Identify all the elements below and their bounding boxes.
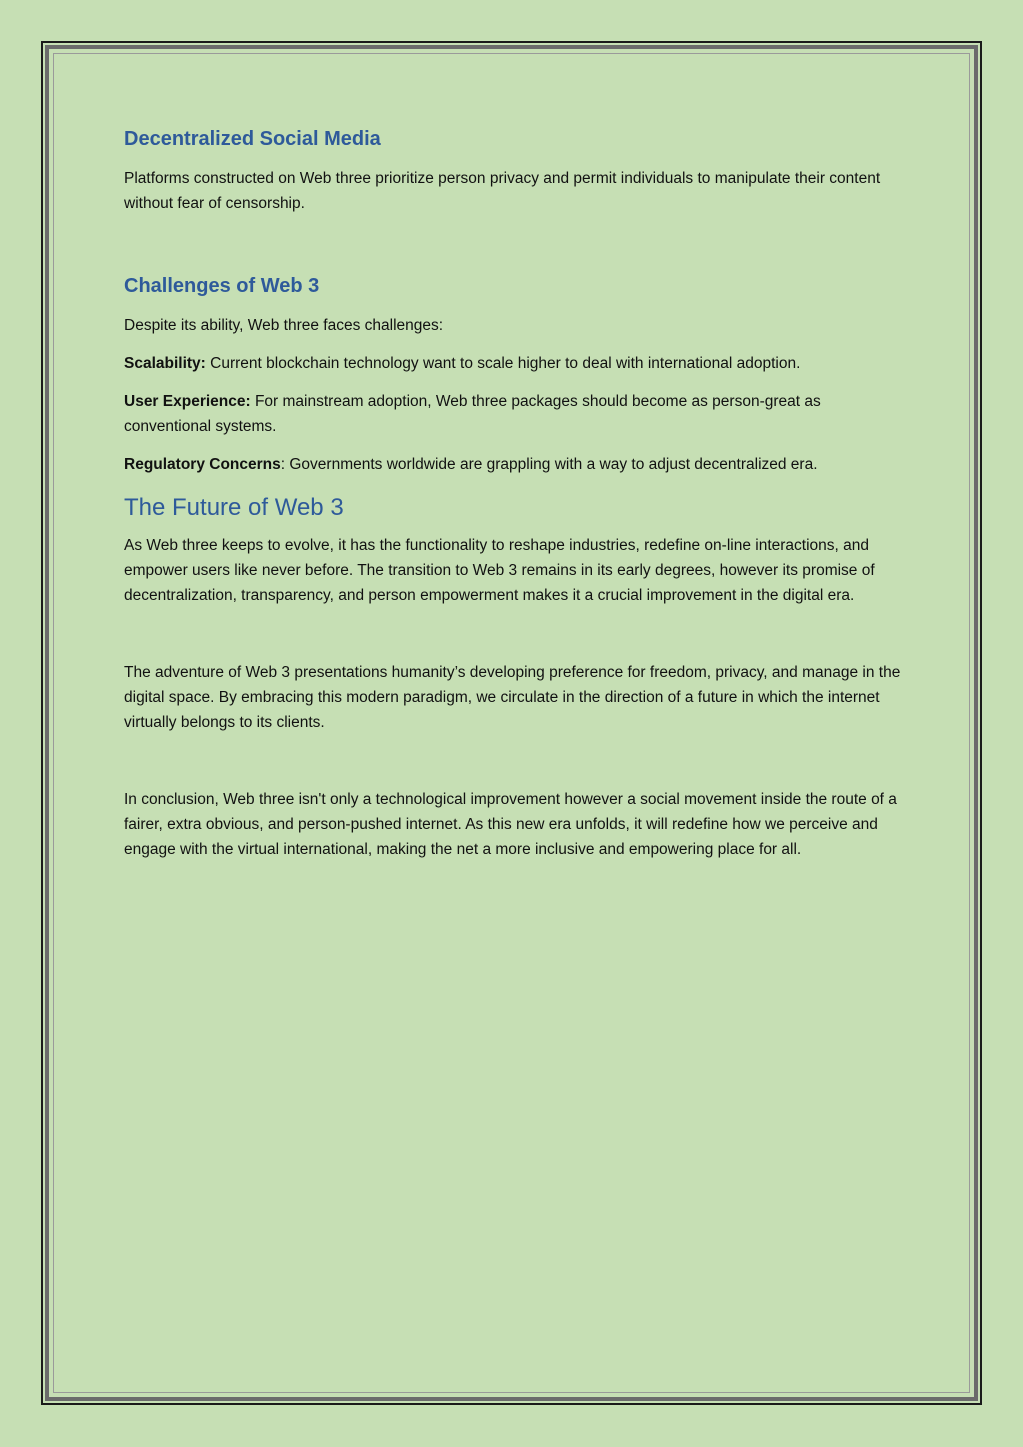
challenge-text: : Governments worldwide are grappling with a way to adjust decentralized era. xyxy=(280,456,818,473)
spacer xyxy=(124,477,904,491)
heading-decentralized-social-media: Decentralized Social Media xyxy=(124,128,381,150)
spacer xyxy=(124,735,904,787)
heading-future-of-web3: The Future of Web 3 xyxy=(124,494,344,521)
paragraph-future-2: The adventure of Web 3 presentations humanity’s developing preference for freedom, privacy, and manage in the digital space. By embracing this modern paradigm, we circulate in the direction of a future in which the internet virtually belongs to its clients. xyxy=(124,664,901,731)
document-body xyxy=(124,124,904,862)
spacer xyxy=(124,439,904,452)
spacer xyxy=(124,608,904,660)
challenge-term: Regulatory Concerns xyxy=(124,456,281,473)
spacer xyxy=(124,376,904,389)
paragraph-conclusion: In conclusion, Web three isn't only a technological improvement however a social movement inside the route of a fairer, extra obvious, and person-pushed internet. As this new era unfolds, it will redefine how we perceive and engage with the virtual international, making the net a more inclusive and empowering place for all. xyxy=(124,791,897,858)
challenge-term: Scalability: xyxy=(124,355,206,372)
spacer xyxy=(124,216,904,271)
challenge-item-scalability xyxy=(124,351,904,376)
paragraph-decentralized-social-media: Platforms constructed on Web three prioritize person privacy and permit individuals to manipulate their content without fear of censorship. xyxy=(124,170,881,212)
paragraph-future-1: As Web three keeps to evolve, it has the functionality to reshape industries, redefine on-line interactions, and empower users like never before. The transition to Web 3 remains in its early degrees, however its promise of decentralization, transparency, and person empowerment makes it a crucial improvement in the digital era. xyxy=(124,537,875,604)
challenge-text: For mainstream adoption, Web three packages should become as person-great as conventional systems. xyxy=(124,393,821,435)
spacer xyxy=(124,338,904,351)
challenge-term: User Experience: xyxy=(124,393,251,410)
heading-challenges: Challenges of Web 3 xyxy=(124,275,320,297)
challenge-item-user-experience xyxy=(124,389,904,439)
challenge-text: Current blockchain technology want to scale higher to deal with international adoption. xyxy=(205,355,801,372)
challenge-item-regulatory xyxy=(124,452,904,477)
paragraph-challenges-intro: Despite its ability, Web three faces challenges: xyxy=(124,317,444,334)
